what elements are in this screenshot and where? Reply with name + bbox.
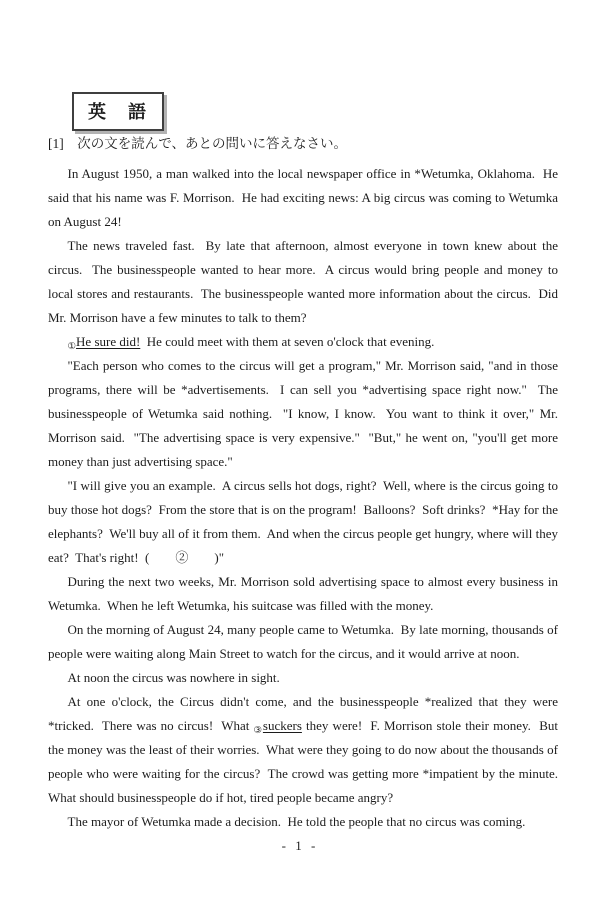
page-number: - 1 -	[281, 838, 319, 853]
passage-text: At noon the circus was nowhere in sight.	[67, 670, 280, 685]
circled-number: ③	[253, 726, 263, 736]
underlined-phrase: suckers	[262, 718, 302, 733]
subject-title: 英 語	[88, 102, 148, 122]
passage-paragraph	[48, 330, 558, 354]
passage-text: He could meet with them at seven o'clock that evening.	[140, 334, 435, 349]
passage-text: they were! F. Morrison stole their money. But the money was the least of their worries. What were they going to do now about the thousands of people who were waiting for the circus? The crowd was getting more *impatient by the minute. What should businesspeople do if hot, tired people became angry?	[48, 718, 565, 805]
passage-paragraph	[48, 162, 562, 234]
passage-paragraph	[48, 570, 562, 618]
passage-paragraph	[48, 354, 562, 474]
passage-paragraph	[48, 474, 562, 570]
circled-number: ①	[67, 342, 77, 352]
passage-text: The news traveled fast. By late that afternoon, almost everyone in town knew about the circus. The businesspeople wanted to hear more. A circus would bring people and money to local stores and restaurants. The businesspeople wanted more information about the circus. Did Mr. Morrison have a few minutes to talk to them?	[48, 238, 562, 325]
passage-paragraph	[48, 618, 562, 666]
passage-text: At one o'clock, the Circus didn't come, and the businesspeople *realized that they were *tricked. There was no circus! What	[48, 694, 562, 733]
passage-text: During the next two weeks, Mr. Morrison sold advertising space to almost every business in Wetumka. When he left Wetumka, his suitcase was filled with the money.	[48, 574, 562, 613]
section-heading: [1] 次の文を読んで、あとの問いに答えなさい。	[48, 136, 347, 151]
passage-paragraph	[48, 666, 558, 690]
passage-paragraph	[48, 810, 558, 834]
passage-text: "Each person who comes to the circus will get a program," Mr. Morrison said, "and in those programs, there will be *advertisements. I can sell you *advertising space right now." The businesspeople of Wetumka said nothing. "I know, I know. You want to think it over," Mr. Morrison said. "The advertising space is very expensive." "But," he went on, "you'll get more money than just advertising space."	[48, 358, 562, 469]
passage-text: On the morning of August 24, many people came to Wetumka. By late morning, thousands of people were waiting along Main Street to watch for the circus, and it would arrive at noon.	[48, 622, 562, 661]
passage-text: In August 1950, a man walked into the local newspaper office in *Wetumka, Oklahoma. He said that his name was F. Morrison. He had exciting news: A big circus was coming to Wetumka on August 24!	[48, 166, 562, 229]
passage-paragraph	[48, 234, 562, 330]
underlined-phrase: He sure did!	[76, 334, 141, 349]
passage-paragraph	[48, 690, 565, 810]
passage-text: The mayor of Wetumka made a decision. He told the people that no circus was coming.	[67, 814, 526, 829]
footer	[0, 838, 600, 854]
subject-title-box	[72, 92, 164, 131]
reading-passage	[48, 162, 565, 834]
passage-text: "I will give you an example. A circus sells hot dogs, right? Well, where is the circus going to buy those hot dogs? From the store that is on the program! Balloons? Soft drinks? *Hay for the elephants? We'll buy all of it from them. And when the circus people get hungry, where will they eat? That's right! ( ② )"	[48, 478, 562, 565]
